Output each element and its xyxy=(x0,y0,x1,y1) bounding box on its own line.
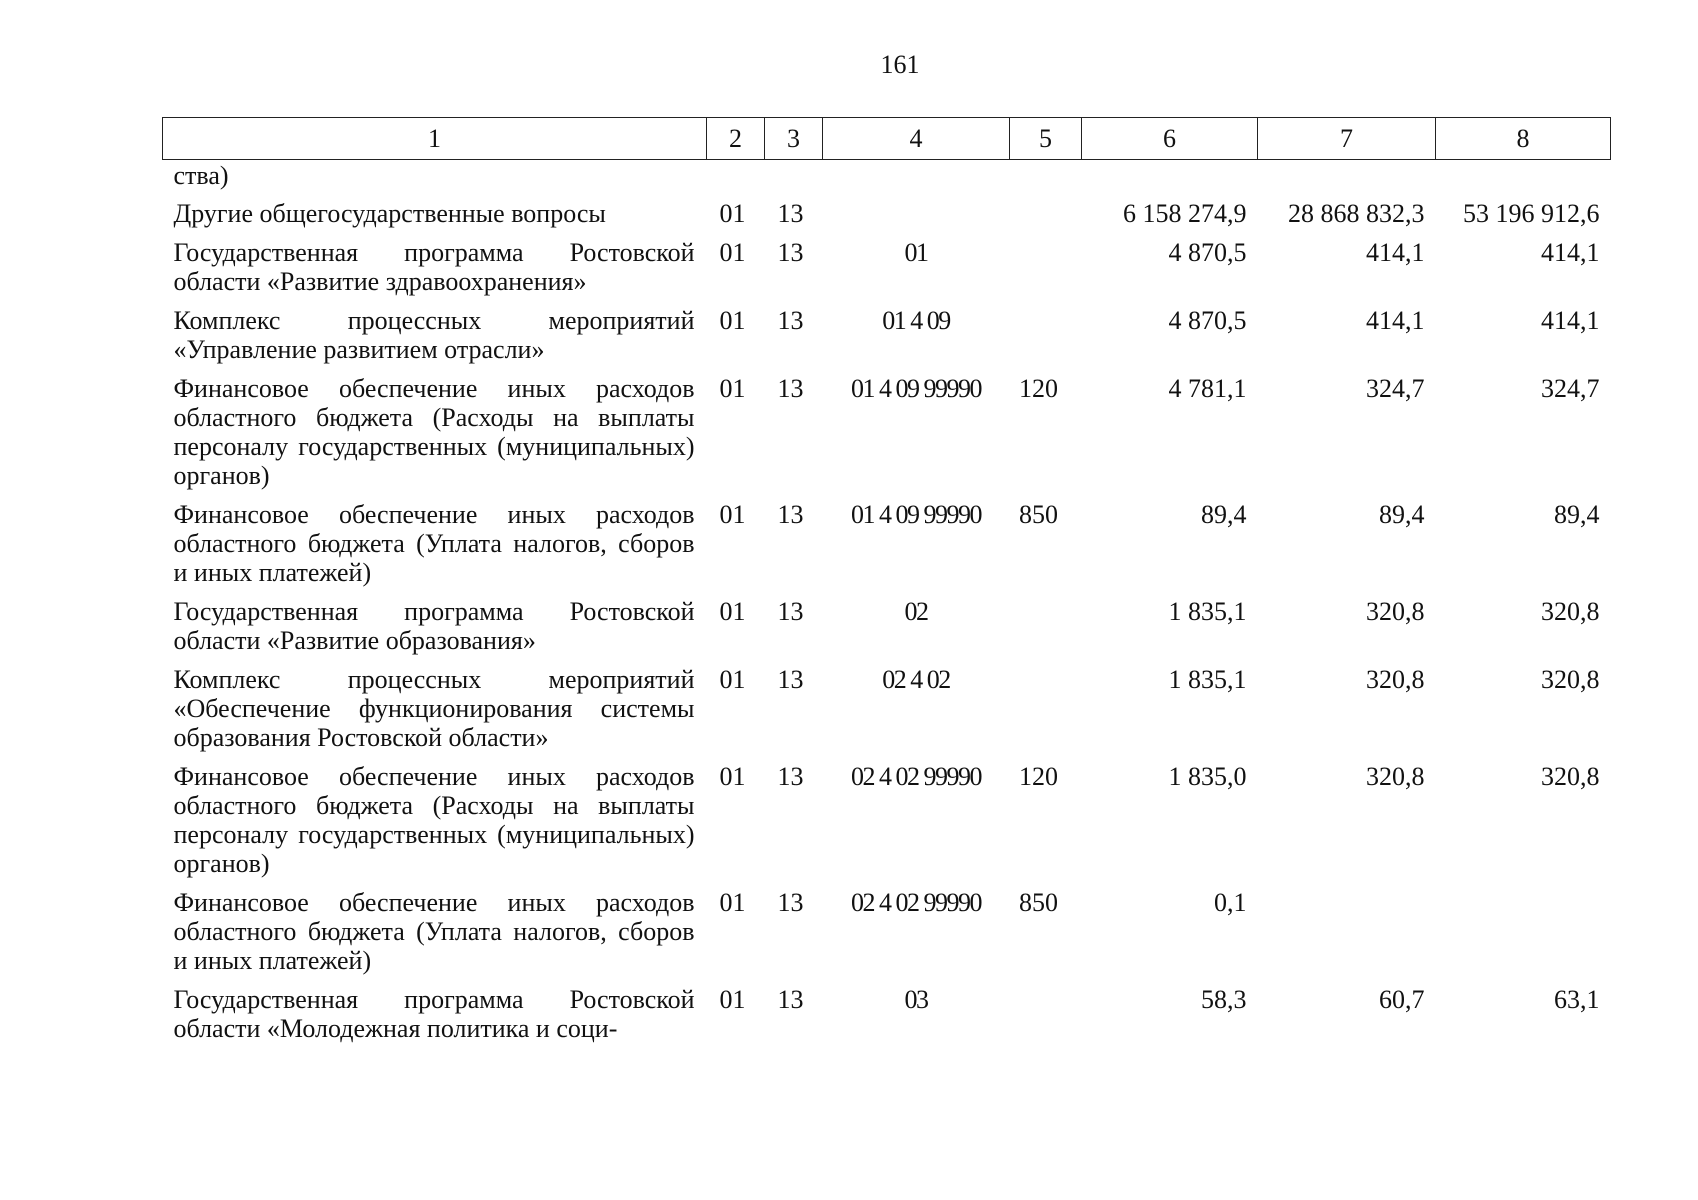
amount-col-8: 89,4 xyxy=(1554,500,1600,529)
table-row xyxy=(163,985,1611,1053)
continuation-row xyxy=(163,160,1611,200)
subsection-code: 13 xyxy=(777,238,804,267)
target-article-code: 01 4 09 xyxy=(882,306,950,335)
table-row xyxy=(163,888,1611,985)
expense-type-code: 120 xyxy=(1019,762,1058,791)
expense-type-code: 120 xyxy=(1019,374,1058,403)
target-article-code xyxy=(823,199,1010,238)
expense-type-code: 850 xyxy=(1019,888,1058,917)
expense-type-code xyxy=(1010,306,1082,374)
table-row xyxy=(163,374,1611,500)
amount-col-6: 0,1 xyxy=(1214,888,1247,917)
amount-col-6: 4 781,1 xyxy=(1168,374,1247,403)
section-code: 01 xyxy=(719,888,746,917)
table-row xyxy=(163,238,1611,306)
amount-col-6: 1 835,0 xyxy=(1168,762,1247,791)
column-number: 4 xyxy=(823,118,1010,160)
page-number: 161 xyxy=(880,50,920,79)
column-number: 2 xyxy=(707,118,765,160)
amount-col-7: 28 868 832,3 xyxy=(1288,199,1425,228)
amount-col-8: 63,1 xyxy=(1554,985,1600,1014)
table-row xyxy=(163,306,1611,374)
amount-col-6: 4 870,5 xyxy=(1168,306,1247,335)
table-row xyxy=(163,199,1611,238)
continuation-text: ства) xyxy=(173,161,229,190)
section-code: 01 xyxy=(719,306,746,335)
expense-type-code xyxy=(1010,199,1082,238)
amount-col-7: 414,1 xyxy=(1366,238,1425,267)
amount-col-7: 414,1 xyxy=(1366,306,1425,335)
table-row xyxy=(163,500,1611,597)
column-number: 3 xyxy=(765,118,823,160)
table-header xyxy=(163,118,1611,160)
table-row xyxy=(163,597,1611,665)
row-name: Финансовое обеспечение иных расходов областного бюджета (Уплата налогов, сборов и иных платежей) xyxy=(173,888,695,975)
expense-type-code: 850 xyxy=(1019,500,1058,529)
subsection-code: 13 xyxy=(777,500,804,529)
amount-col-8: 324,7 xyxy=(1541,374,1600,403)
amount-col-7: 320,8 xyxy=(1366,597,1425,626)
section-code: 01 xyxy=(719,199,746,228)
subsection-code: 13 xyxy=(777,374,804,403)
row-name: Финансовое обеспечение иных расходов областного бюджета (Расходы на выплаты персоналу государственных (муниципальных) органов) xyxy=(173,762,695,878)
subsection-code: 13 xyxy=(777,665,804,694)
subsection-code: 13 xyxy=(777,306,804,335)
amount-col-6: 1 835,1 xyxy=(1168,665,1247,694)
row-name: Государственная программа Ростовской области «Развитие здравоохранения» xyxy=(173,238,695,296)
amount-col-8 xyxy=(1436,888,1611,985)
subsection-code: 13 xyxy=(777,888,804,917)
target-article-code: 02 4 02 99990 xyxy=(851,762,981,791)
subsection-code: 13 xyxy=(777,762,804,791)
amount-col-7: 320,8 xyxy=(1366,665,1425,694)
subsection-code: 13 xyxy=(777,597,804,626)
amount-col-6: 1 835,1 xyxy=(1168,597,1247,626)
amount-col-7: 60,7 xyxy=(1379,985,1425,1014)
row-name: Государственная программа Ростовской области «Молодежная политика и соци- xyxy=(173,985,695,1043)
table-row xyxy=(163,665,1611,762)
column-number: 1 xyxy=(163,118,707,160)
section-code: 01 xyxy=(719,500,746,529)
target-article-code: 01 4 09 99990 xyxy=(851,500,981,529)
table-row xyxy=(163,762,1611,888)
amount-col-7: 324,7 xyxy=(1366,374,1425,403)
row-name: Финансовое обеспечение иных расходов областного бюджета (Уплата налогов, сборов и иных платежей) xyxy=(173,500,695,587)
amount-col-6: 58,3 xyxy=(1201,985,1247,1014)
amount-col-7: 320,8 xyxy=(1366,762,1425,791)
row-name: Другие общегосударственные вопросы xyxy=(173,199,606,228)
amount-col-7 xyxy=(1258,888,1436,985)
expense-type-code xyxy=(1010,985,1082,1053)
section-code: 01 xyxy=(719,374,746,403)
section-code: 01 xyxy=(719,762,746,791)
column-number: 7 xyxy=(1258,118,1436,160)
expense-type-code xyxy=(1010,665,1082,762)
column-number: 8 xyxy=(1436,118,1611,160)
section-code: 01 xyxy=(719,597,746,626)
target-article-code: 01 4 09 99990 xyxy=(851,374,981,403)
amount-col-8: 414,1 xyxy=(1541,238,1600,267)
column-number: 5 xyxy=(1010,118,1082,160)
target-article-code: 02 4 02 xyxy=(882,665,950,694)
section-code: 01 xyxy=(719,665,746,694)
table-body xyxy=(163,160,1611,1054)
section-code: 01 xyxy=(719,985,746,1014)
target-article-code: 02 4 02 99990 xyxy=(851,888,981,917)
amount-col-8: 320,8 xyxy=(1541,665,1600,694)
amount-col-8: 414,1 xyxy=(1541,306,1600,335)
row-name: Финансовое обеспечение иных расходов областного бюджета (Расходы на выплаты персоналу государственных (муниципальных) органов) xyxy=(173,374,695,490)
section-code: 01 xyxy=(719,238,746,267)
budget-table xyxy=(162,117,1611,1053)
row-name: Комплекс процессных мероприятий «Обеспечение функционирования системы образования Ростовской области» xyxy=(173,665,695,752)
expense-type-code xyxy=(1010,597,1082,665)
subsection-code: 13 xyxy=(777,985,804,1014)
amount-col-6: 89,4 xyxy=(1201,500,1247,529)
amount-col-8: 320,8 xyxy=(1541,762,1600,791)
expense-type-code xyxy=(1010,238,1082,306)
row-name: Комплекс процессных мероприятий «Управление развитием отрасли» xyxy=(173,306,695,364)
subsection-code: 13 xyxy=(777,199,804,228)
amount-col-7: 89,4 xyxy=(1379,500,1425,529)
target-article-code: 01 xyxy=(904,238,928,267)
amount-col-6: 6 158 274,9 xyxy=(1123,199,1247,228)
amount-col-6: 4 870,5 xyxy=(1168,238,1247,267)
target-article-code: 02 xyxy=(904,597,928,626)
column-number-row xyxy=(163,118,1611,160)
target-article-code: 03 xyxy=(904,985,928,1014)
row-name: Государственная программа Ростовской области «Развитие образования» xyxy=(173,597,695,655)
amount-col-8: 320,8 xyxy=(1541,597,1600,626)
column-number: 6 xyxy=(1082,118,1258,160)
amount-col-8: 53 196 912,6 xyxy=(1463,199,1600,228)
